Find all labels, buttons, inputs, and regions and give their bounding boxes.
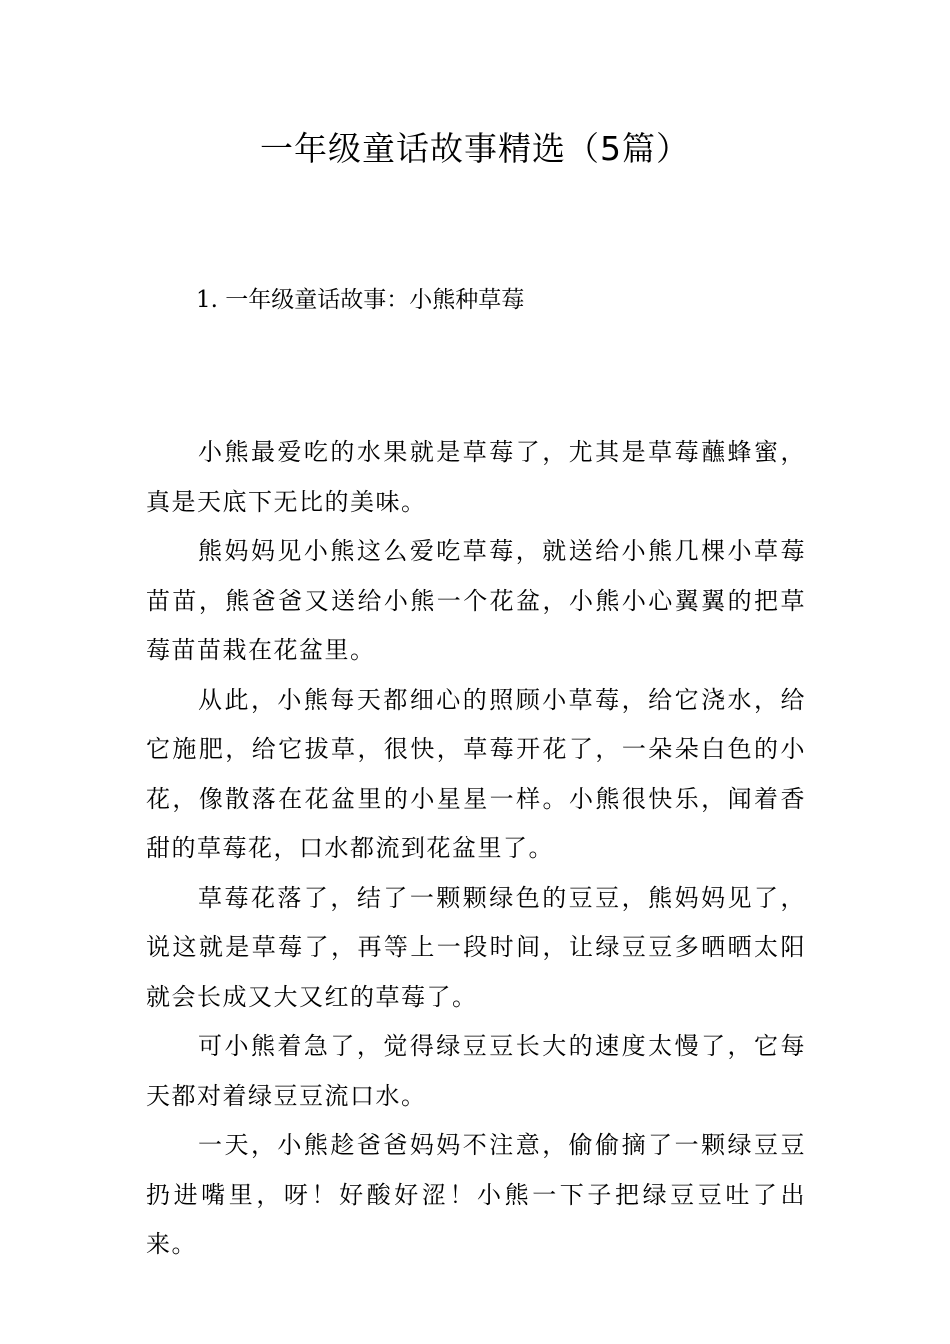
story-paragraph: 熊妈妈见小熊这么爱吃草莓，就送给小熊几棵小草莓苗苗，熊爸爸又送给小熊一个花盆，小熊小心翼翼的把草莓苗苗栽在花盆里。 [146,537,806,664]
story-paragraph: 草莓花落了，结了一颗颗绿色的豆豆，熊妈妈见了，说这就是草莓了，再等上一段时间，让绿豆豆多晒晒太阳就会长成又大又红的草莓了。 [146,883,806,1011]
story-paragraph: 一天，小熊趁爸爸妈妈不注意，偷偷摘了一颗绿豆豆扔进嘴里，呀！好酸好涩！小熊一下子把绿豆豆吐了出来。 [146,1131,806,1258]
section-heading: 1. 一年级童话故事：小熊种草莓 [196,287,525,313]
story-body [146,428,806,1270]
story-paragraph: 从此，小熊每天都细心的照顾小草莓，给它浇水，给它施肥，给它拔草，很快，草莓开花了，一朵朵白色的小花，像散落在花盆里的小星星一样。小熊很快乐，闻着香甜的草莓花，口水都流到花盆里了。 [146,685,806,862]
document-title: 一年级童话故事精选（5篇） [260,129,690,168]
story-paragraph: 可小熊着急了，觉得绿豆豆长大的速度太慢了，它每天都对着绿豆豆流口水。 [146,1032,806,1110]
story-paragraph: 小熊最爱吃的水果就是草莓了，尤其是草莓蘸蜂蜜，真是天底下无比的美味。 [146,438,806,516]
